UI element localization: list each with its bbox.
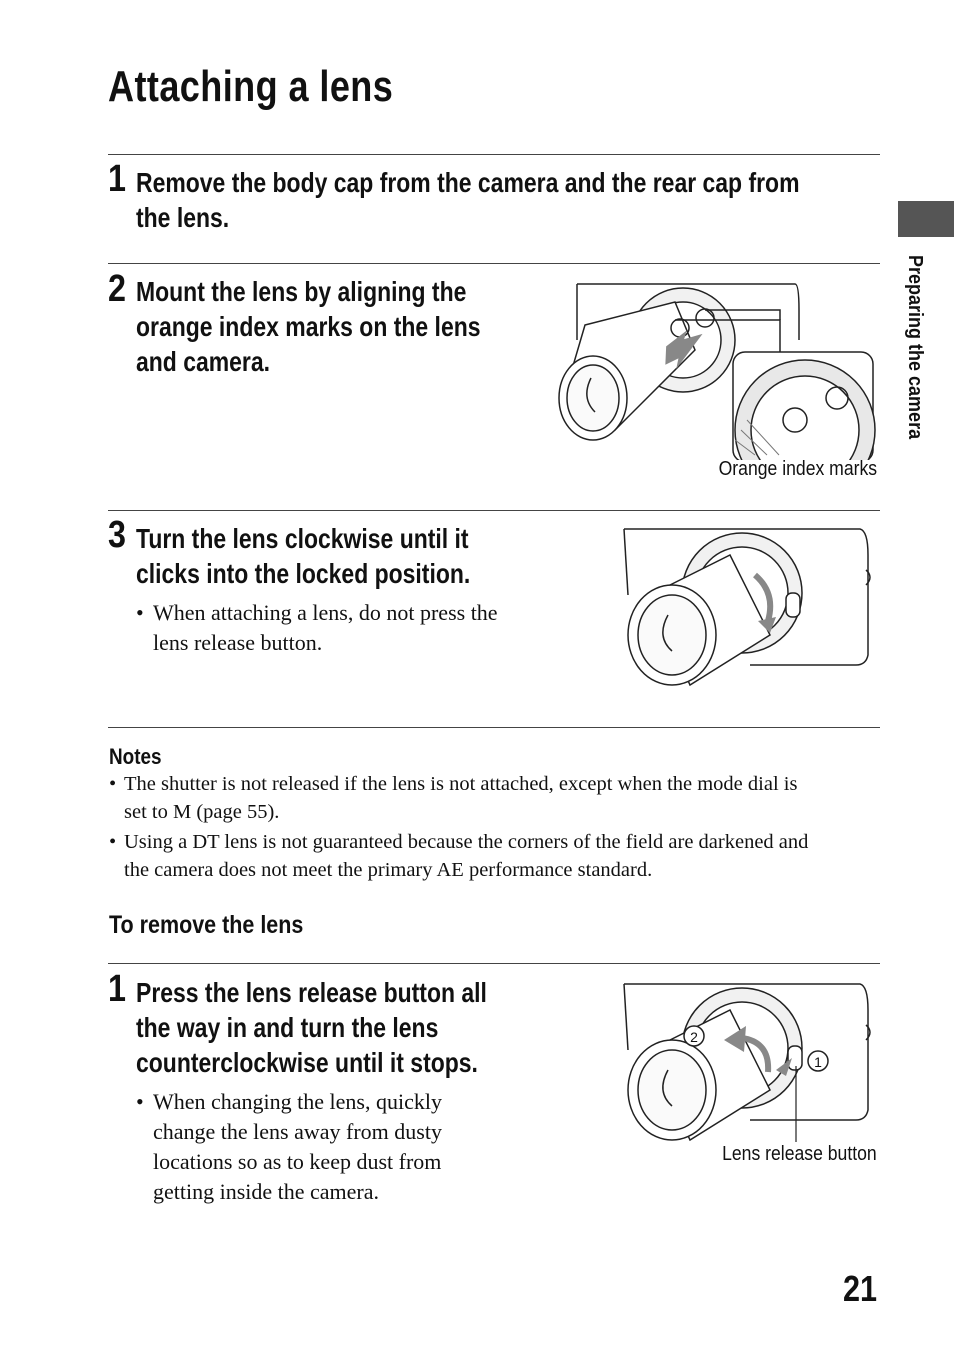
- divider: [108, 510, 880, 511]
- step-instruction: [136, 975, 487, 1080]
- step-line: the way in and turn the lens: [136, 1012, 439, 1043]
- note-line: set to M (page 55).: [124, 801, 280, 823]
- remove-lens-illustration: [620, 980, 880, 1150]
- step-line: counterclockwise until it stops.: [136, 1047, 478, 1078]
- step-number: 2: [108, 268, 126, 310]
- bullet-line: locations so as to keep dust from: [153, 1149, 442, 1174]
- note-line: the camera does not meet the primary AE performance standard.: [124, 859, 653, 881]
- divider: [108, 727, 880, 728]
- bullet-marker: •: [109, 831, 117, 853]
- callout-number: 1: [814, 1054, 822, 1070]
- divider: [108, 154, 880, 155]
- figure-caption: Orange index marks: [718, 458, 877, 480]
- callout-number: 2: [690, 1029, 698, 1045]
- bullet-marker: •: [136, 1089, 144, 1114]
- section-label: Preparing the camera: [904, 255, 926, 440]
- bullet-line: change the lens away from dusty: [153, 1119, 442, 1144]
- step-line: and camera.: [136, 346, 271, 377]
- step-line: Press the lens release button all: [136, 977, 487, 1008]
- step-instruction: [136, 165, 799, 235]
- divider: [108, 263, 880, 264]
- bullet-marker: •: [136, 600, 144, 625]
- bullet-marker: •: [109, 773, 117, 795]
- turn-lens-illustration: [620, 525, 880, 690]
- step-line: Remove the body cap from the camera and the rear cap from: [136, 167, 800, 198]
- note-line: The shutter is not released if the lens is not attached, except when the mode dial is: [124, 773, 798, 795]
- section-tab-marker: [898, 201, 954, 237]
- step-line: orange index marks on the lens: [136, 311, 481, 342]
- mount-lens-illustration: [555, 280, 885, 460]
- page-number: 21: [843, 1268, 878, 1309]
- bullet-line: When changing the lens, quickly: [153, 1089, 442, 1114]
- bullet-line: getting inside the camera.: [153, 1179, 380, 1204]
- step-number: 3: [108, 514, 126, 556]
- divider: [108, 963, 880, 964]
- note-line: Using a DT lens is not guaranteed because the corners of the field are darkened and: [124, 831, 809, 853]
- notes-heading: Notes: [109, 744, 162, 769]
- step-line: the lens.: [136, 202, 230, 233]
- step-line: Turn the lens clockwise until it: [136, 523, 469, 554]
- page-title: Attaching a lens: [108, 62, 394, 111]
- step-line: clicks into the locked position.: [136, 558, 471, 589]
- bullet-line: When attaching a lens, do not press the: [153, 600, 498, 625]
- step-number: 1: [108, 158, 126, 200]
- figure-caption: Lens release button: [722, 1143, 877, 1165]
- step-line: Mount the lens by aligning the: [136, 276, 467, 307]
- section-heading: To remove the lens: [109, 911, 304, 939]
- step-instruction: [136, 521, 470, 591]
- step-number: 1: [108, 968, 126, 1010]
- step-instruction: [136, 274, 481, 379]
- bullet-line: lens release button.: [153, 630, 323, 655]
